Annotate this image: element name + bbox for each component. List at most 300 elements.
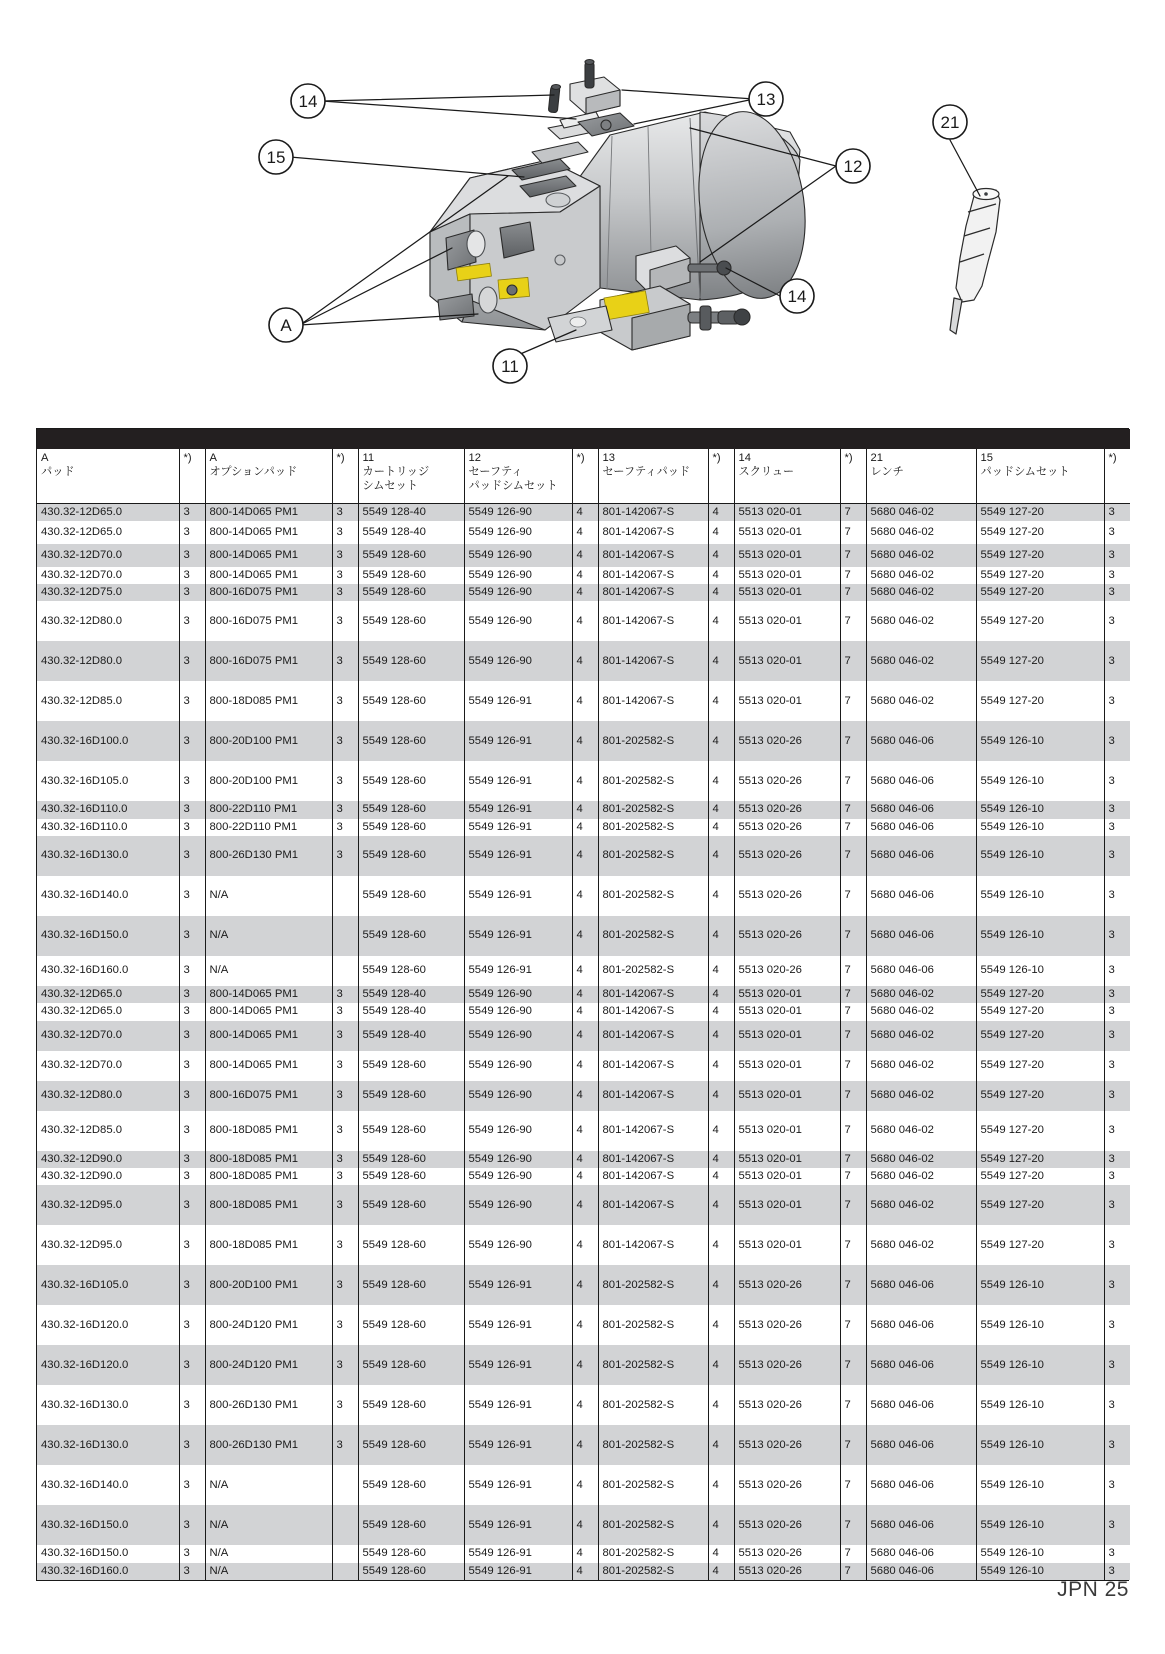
cell-option_pad: 800-18D085 PM1 xyxy=(205,1111,332,1151)
cell-pad: 430.32-16D120.0 xyxy=(37,1305,179,1345)
cell-safety_pad: 801-202582-S xyxy=(598,1505,708,1545)
cell-wrench: 5680 046-02 xyxy=(866,601,976,641)
cell-wrench: 5680 046-06 xyxy=(866,916,976,956)
cell-qty2: 3 xyxy=(332,544,358,567)
cell-wrench: 5680 046-02 xyxy=(866,986,976,1003)
cell-qty6: 3 xyxy=(1104,1003,1130,1020)
cell-qty4: 4 xyxy=(708,986,734,1003)
column-header-label: シムセット xyxy=(362,479,418,492)
cell-safety_pad: 801-202582-S xyxy=(598,1385,708,1425)
cell-qty6: 3 xyxy=(1104,1345,1130,1385)
cell-wrench: 5680 046-06 xyxy=(866,1505,976,1545)
cell-cartridge_shim_set: 5549 128-60 xyxy=(358,681,464,721)
cell-pad: 430.32-16D105.0 xyxy=(37,1265,179,1305)
table-row xyxy=(37,1505,1130,1545)
cell-cartridge_shim_set: 5549 128-60 xyxy=(358,641,464,681)
cell-cartridge_shim_set: 5549 128-60 xyxy=(358,836,464,876)
cell-wrench: 5680 046-02 xyxy=(866,1151,976,1168)
table-row xyxy=(37,1345,1130,1385)
cell-qty5: 7 xyxy=(840,1151,866,1168)
cell-pad: 430.32-12D95.0 xyxy=(37,1225,179,1265)
cell-safety_pad_shim_set: 5549 126-90 xyxy=(464,1021,572,1051)
column-header-label: オプションパッド xyxy=(209,465,298,478)
cell-safety_pad_shim_set: 5549 126-90 xyxy=(464,584,572,601)
cell-safety_pad_shim_set: 5549 126-91 xyxy=(464,916,572,956)
cell-pad_shim_set: 5549 127-20 xyxy=(976,1168,1104,1185)
cell-qty1: 3 xyxy=(179,1021,205,1051)
cell-screw: 5513 020-01 xyxy=(734,641,840,681)
column-header-wrench xyxy=(866,449,976,503)
cell-qty5: 7 xyxy=(840,681,866,721)
cell-qty2: 3 xyxy=(332,1345,358,1385)
cell-option_pad: N/A xyxy=(205,956,332,986)
cell-qty6: 3 xyxy=(1104,819,1130,836)
cell-wrench: 5680 046-06 xyxy=(866,819,976,836)
cell-qty1: 3 xyxy=(179,544,205,567)
cell-pad: 430.32-12D70.0 xyxy=(37,1051,179,1081)
column-header-number: 14 xyxy=(738,452,751,464)
cell-screw: 5513 020-26 xyxy=(734,1385,840,1425)
cell-wrench: 5680 046-06 xyxy=(866,761,976,801)
table-row xyxy=(37,1545,1130,1562)
cell-qty2: 3 xyxy=(332,801,358,818)
cell-screw: 5513 020-01 xyxy=(734,567,840,584)
table-row xyxy=(37,1051,1130,1081)
cell-safety_pad: 801-142067-S xyxy=(598,1185,708,1225)
cell-screw: 5513 020-26 xyxy=(734,1505,840,1545)
cell-cartridge_shim_set: 5549 128-60 xyxy=(358,916,464,956)
cell-qty2: 3 xyxy=(332,1151,358,1168)
cell-cartridge_shim_set: 5549 128-60 xyxy=(358,1545,464,1562)
cell-qty3: 4 xyxy=(572,567,598,584)
cell-pad: 430.32-16D100.0 xyxy=(37,721,179,761)
table-row xyxy=(37,801,1130,818)
cell-qty2: 3 xyxy=(332,721,358,761)
cell-cartridge_shim_set: 5549 128-60 xyxy=(358,1563,464,1580)
column-header-qty3 xyxy=(572,449,598,503)
cell-safety_pad_shim_set: 5549 126-91 xyxy=(464,681,572,721)
cell-qty4: 4 xyxy=(708,681,734,721)
cell-qty2: 3 xyxy=(332,1265,358,1305)
cell-qty4: 4 xyxy=(708,916,734,956)
cell-safety_pad_shim_set: 5549 126-91 xyxy=(464,761,572,801)
cell-cartridge_shim_set: 5549 128-60 xyxy=(358,1465,464,1505)
cell-pad: 430.32-16D150.0 xyxy=(37,1545,179,1562)
cell-cartridge_shim_set: 5549 128-60 xyxy=(358,819,464,836)
cell-wrench: 5680 046-06 xyxy=(866,1563,976,1580)
cell-qty5: 7 xyxy=(840,1225,866,1265)
cell-pad: 430.32-16D140.0 xyxy=(37,876,179,916)
callout-12 xyxy=(836,149,870,183)
cell-safety_pad_shim_set: 5549 126-91 xyxy=(464,1563,572,1580)
cell-qty4: 4 xyxy=(708,641,734,681)
column-header-number: *) xyxy=(712,452,721,464)
cell-qty5: 7 xyxy=(840,1465,866,1505)
cell-qty6: 3 xyxy=(1104,1051,1130,1081)
cell-cartridge_shim_set: 5549 128-60 xyxy=(358,721,464,761)
cell-wrench: 5680 046-02 xyxy=(866,584,976,601)
cell-wrench: 5680 046-06 xyxy=(866,1425,976,1465)
cell-option_pad: 800-14D065 PM1 xyxy=(205,986,332,1003)
cell-qty2 xyxy=(332,956,358,986)
cell-qty5: 7 xyxy=(840,521,866,544)
cell-qty2: 3 xyxy=(332,567,358,584)
table-row xyxy=(37,1425,1130,1465)
cell-cartridge_shim_set: 5549 128-60 xyxy=(358,584,464,601)
cell-pad_shim_set: 5549 127-20 xyxy=(976,503,1104,521)
cell-safety_pad_shim_set: 5549 126-90 xyxy=(464,503,572,521)
cell-pad_shim_set: 5549 126-10 xyxy=(976,1505,1104,1545)
cell-pad: 430.32-16D150.0 xyxy=(37,916,179,956)
cell-pad_shim_set: 5549 127-20 xyxy=(976,1003,1104,1020)
cell-option_pad: 800-16D075 PM1 xyxy=(205,584,332,601)
cell-qty1: 3 xyxy=(179,1345,205,1385)
cell-qty2: 3 xyxy=(332,681,358,721)
cell-qty5: 7 xyxy=(840,801,866,818)
cell-safety_pad: 801-142067-S xyxy=(598,1003,708,1020)
cell-safety_pad: 801-142067-S xyxy=(598,567,708,584)
cell-qty3: 4 xyxy=(572,584,598,601)
cell-qty1: 3 xyxy=(179,681,205,721)
cell-pad_shim_set: 5549 127-20 xyxy=(976,1225,1104,1265)
cell-qty5: 7 xyxy=(840,1021,866,1051)
cell-screw: 5513 020-26 xyxy=(734,801,840,818)
cell-qty5: 7 xyxy=(840,876,866,916)
cell-qty5: 7 xyxy=(840,1545,866,1562)
cell-qty4: 4 xyxy=(708,801,734,818)
cell-safety_pad_shim_set: 5549 126-91 xyxy=(464,956,572,986)
svg-text:21: 21 xyxy=(940,113,960,132)
cell-option_pad: 800-16D075 PM1 xyxy=(205,641,332,681)
cell-safety_pad_shim_set: 5549 126-90 xyxy=(464,986,572,1003)
cell-qty6: 3 xyxy=(1104,761,1130,801)
cell-option_pad: 800-14D065 PM1 xyxy=(205,567,332,584)
cell-qty1: 3 xyxy=(179,521,205,544)
cell-screw: 5513 020-01 xyxy=(734,1225,840,1265)
cell-pad_shim_set: 5549 126-10 xyxy=(976,1305,1104,1345)
cell-pad_shim_set: 5549 126-10 xyxy=(976,801,1104,818)
svg-text:12: 12 xyxy=(843,157,863,176)
cell-cartridge_shim_set: 5549 128-60 xyxy=(358,876,464,916)
cell-pad_shim_set: 5549 126-10 xyxy=(976,956,1104,986)
cell-option_pad: 800-22D110 PM1 xyxy=(205,801,332,818)
cell-qty4: 4 xyxy=(708,521,734,544)
cell-safety_pad_shim_set: 5549 126-90 xyxy=(464,641,572,681)
cell-option_pad: 800-22D110 PM1 xyxy=(205,819,332,836)
cell-safety_pad: 801-142067-S xyxy=(598,1051,708,1081)
cell-qty2: 3 xyxy=(332,584,358,601)
cell-qty3: 4 xyxy=(572,1021,598,1051)
cell-qty6: 3 xyxy=(1104,1185,1130,1225)
cell-qty4: 4 xyxy=(708,584,734,601)
cell-safety_pad: 801-202582-S xyxy=(598,1545,708,1562)
cell-cartridge_shim_set: 5549 128-60 xyxy=(358,956,464,986)
cell-screw: 5513 020-26 xyxy=(734,836,840,876)
cell-qty5: 7 xyxy=(840,1345,866,1385)
column-header-number: *) xyxy=(183,452,192,464)
cell-option_pad: 800-26D130 PM1 xyxy=(205,1385,332,1425)
cell-wrench: 5680 046-06 xyxy=(866,721,976,761)
cell-qty5: 7 xyxy=(840,1051,866,1081)
cell-pad_shim_set: 5549 127-20 xyxy=(976,681,1104,721)
cell-qty1: 3 xyxy=(179,1168,205,1185)
cell-qty2: 3 xyxy=(332,641,358,681)
column-header-number: *) xyxy=(1108,452,1117,464)
cell-safety_pad_shim_set: 5549 126-90 xyxy=(464,1111,572,1151)
table-row xyxy=(37,601,1130,641)
cell-safety_pad_shim_set: 5549 126-91 xyxy=(464,1345,572,1385)
cell-qty5: 7 xyxy=(840,1425,866,1465)
cell-safety_pad: 801-202582-S xyxy=(598,956,708,986)
cell-qty3: 4 xyxy=(572,601,598,641)
cell-qty3: 4 xyxy=(572,521,598,544)
cell-qty4: 4 xyxy=(708,601,734,641)
cell-qty6: 3 xyxy=(1104,1151,1130,1168)
cell-cartridge_shim_set: 5549 128-60 xyxy=(358,544,464,567)
cell-option_pad: 800-18D085 PM1 xyxy=(205,1151,332,1168)
cell-qty1: 3 xyxy=(179,1465,205,1505)
cell-safety_pad_shim_set: 5549 126-91 xyxy=(464,801,572,818)
column-header-number: 21 xyxy=(870,452,883,464)
cell-qty2: 3 xyxy=(332,836,358,876)
cell-pad: 430.32-12D95.0 xyxy=(37,1185,179,1225)
cell-safety_pad_shim_set: 5549 126-90 xyxy=(464,567,572,584)
cell-option_pad: 800-18D085 PM1 xyxy=(205,1168,332,1185)
cell-pad_shim_set: 5549 126-10 xyxy=(976,1545,1104,1562)
cell-option_pad: N/A xyxy=(205,1545,332,1562)
cell-wrench: 5680 046-06 xyxy=(866,1465,976,1505)
cell-wrench: 5680 046-02 xyxy=(866,544,976,567)
cell-safety_pad_shim_set: 5549 126-90 xyxy=(464,544,572,567)
cell-qty2: 3 xyxy=(332,986,358,1003)
cell-wrench: 5680 046-02 xyxy=(866,521,976,544)
cell-safety_pad_shim_set: 5549 126-90 xyxy=(464,1168,572,1185)
cell-qty6: 3 xyxy=(1104,721,1130,761)
cell-pad: 430.32-12D90.0 xyxy=(37,1151,179,1168)
table-row xyxy=(37,761,1130,801)
cell-qty4: 4 xyxy=(708,956,734,986)
cell-qty3: 4 xyxy=(572,721,598,761)
cell-screw: 5513 020-01 xyxy=(734,544,840,567)
cell-qty2: 3 xyxy=(332,1168,358,1185)
cell-qty4: 4 xyxy=(708,1021,734,1051)
cell-option_pad: N/A xyxy=(205,916,332,956)
cell-pad: 430.32-16D105.0 xyxy=(37,761,179,801)
cell-qty1: 3 xyxy=(179,819,205,836)
cell-pad: 430.32-16D110.0 xyxy=(37,801,179,818)
column-header-label: セーフティ xyxy=(468,465,523,478)
cell-qty1: 3 xyxy=(179,1425,205,1465)
cell-qty6: 3 xyxy=(1104,956,1130,986)
cell-pad: 430.32-16D110.0 xyxy=(37,819,179,836)
cell-pad_shim_set: 5549 127-20 xyxy=(976,986,1104,1003)
table-row xyxy=(37,544,1130,567)
cell-qty2 xyxy=(332,876,358,916)
column-header-number: *) xyxy=(576,452,585,464)
cell-qty5: 7 xyxy=(840,1505,866,1545)
cell-qty1: 3 xyxy=(179,1111,205,1151)
cell-qty2 xyxy=(332,1505,358,1545)
cell-cartridge_shim_set: 5549 128-60 xyxy=(358,1151,464,1168)
cell-qty4: 4 xyxy=(708,1545,734,1562)
cell-pad_shim_set: 5549 126-10 xyxy=(976,1345,1104,1385)
cell-cartridge_shim_set: 5549 128-60 xyxy=(358,761,464,801)
table-row xyxy=(37,521,1130,544)
cell-qty1: 3 xyxy=(179,1151,205,1168)
cell-safety_pad_shim_set: 5549 126-90 xyxy=(464,1225,572,1265)
cell-screw: 5513 020-26 xyxy=(734,1345,840,1385)
cell-pad_shim_set: 5549 126-10 xyxy=(976,721,1104,761)
table-body xyxy=(37,503,1130,1580)
cell-qty2 xyxy=(332,916,358,956)
cell-qty2 xyxy=(332,1545,358,1562)
cell-wrench: 5680 046-02 xyxy=(866,1051,976,1081)
cell-cartridge_shim_set: 5549 128-40 xyxy=(358,1003,464,1020)
cell-pad_shim_set: 5549 126-10 xyxy=(976,761,1104,801)
cell-safety_pad: 801-142067-S xyxy=(598,1168,708,1185)
cell-qty4: 4 xyxy=(708,1185,734,1225)
cell-qty5: 7 xyxy=(840,544,866,567)
cell-pad: 430.32-12D80.0 xyxy=(37,1081,179,1111)
cell-pad: 430.32-16D130.0 xyxy=(37,1385,179,1425)
cell-wrench: 5680 046-06 xyxy=(866,1385,976,1425)
cell-qty1: 3 xyxy=(179,1185,205,1225)
cell-screw: 5513 020-01 xyxy=(734,1151,840,1168)
cell-wrench: 5680 046-06 xyxy=(866,1265,976,1305)
wrench-part xyxy=(950,189,1000,335)
cell-qty4: 4 xyxy=(708,544,734,567)
cell-qty3: 4 xyxy=(572,956,598,986)
cell-pad_shim_set: 5549 126-10 xyxy=(976,819,1104,836)
cell-screw: 5513 020-01 xyxy=(734,1003,840,1020)
cell-qty1: 3 xyxy=(179,567,205,584)
cell-qty6: 3 xyxy=(1104,986,1130,1003)
cell-safety_pad_shim_set: 5549 126-91 xyxy=(464,1545,572,1562)
cell-safety_pad_shim_set: 5549 126-91 xyxy=(464,819,572,836)
cell-qty5: 7 xyxy=(840,1003,866,1020)
cell-safety_pad_shim_set: 5549 126-90 xyxy=(464,1081,572,1111)
svg-text:11: 11 xyxy=(501,357,519,376)
page-footer xyxy=(0,1578,1129,1602)
cell-qty5: 7 xyxy=(840,1081,866,1111)
table-row xyxy=(37,681,1130,721)
cell-qty3: 4 xyxy=(572,916,598,956)
cell-qty4: 4 xyxy=(708,503,734,521)
cell-qty4: 4 xyxy=(708,1505,734,1545)
cell-qty6: 3 xyxy=(1104,836,1130,876)
cell-safety_pad_shim_set: 5549 126-91 xyxy=(464,1505,572,1545)
cell-screw: 5513 020-01 xyxy=(734,584,840,601)
column-header-number: 11 xyxy=(362,452,375,464)
cell-cartridge_shim_set: 5549 128-60 xyxy=(358,1111,464,1151)
cell-qty6: 3 xyxy=(1104,567,1130,584)
column-header-qty1 xyxy=(179,449,205,503)
cell-safety_pad: 801-142067-S xyxy=(598,544,708,567)
cell-safety_pad: 801-142067-S xyxy=(598,641,708,681)
cell-pad_shim_set: 5549 126-10 xyxy=(976,1265,1104,1305)
cell-qty1: 3 xyxy=(179,1385,205,1425)
cell-qty3: 4 xyxy=(572,986,598,1003)
cell-qty4: 4 xyxy=(708,1168,734,1185)
cell-option_pad: 800-14D065 PM1 xyxy=(205,1051,332,1081)
cell-qty2: 3 xyxy=(332,1051,358,1081)
cell-qty5: 7 xyxy=(840,1111,866,1151)
cell-safety_pad: 801-142067-S xyxy=(598,521,708,544)
cell-qty6: 3 xyxy=(1104,1305,1130,1345)
table-row xyxy=(37,721,1130,761)
cell-safety_pad: 801-202582-S xyxy=(598,1465,708,1505)
table-row xyxy=(37,1151,1130,1168)
cell-pad: 430.32-16D120.0 xyxy=(37,1345,179,1385)
table-row xyxy=(37,1021,1130,1051)
cell-qty5: 7 xyxy=(840,1385,866,1425)
cell-pad: 430.32-16D160.0 xyxy=(37,956,179,986)
cell-screw: 5513 020-26 xyxy=(734,1563,840,1580)
cell-pad: 430.32-12D85.0 xyxy=(37,1111,179,1151)
cell-qty2: 3 xyxy=(332,1021,358,1051)
cell-qty3: 4 xyxy=(572,1225,598,1265)
cell-qty3: 4 xyxy=(572,1168,598,1185)
cell-pad: 430.32-16D130.0 xyxy=(37,1425,179,1465)
cell-qty4: 4 xyxy=(708,1081,734,1111)
cell-qty4: 4 xyxy=(708,836,734,876)
cell-qty3: 4 xyxy=(572,1003,598,1020)
cell-qty3: 4 xyxy=(572,1111,598,1151)
cell-pad_shim_set: 5549 127-20 xyxy=(976,1151,1104,1168)
cell-qty5: 7 xyxy=(840,836,866,876)
table-row xyxy=(37,986,1130,1003)
cell-qty4: 4 xyxy=(708,876,734,916)
cell-qty6: 3 xyxy=(1104,1425,1130,1465)
cell-option_pad: 800-18D085 PM1 xyxy=(205,1225,332,1265)
cell-pad_shim_set: 5549 127-20 xyxy=(976,1111,1104,1151)
callout-11 xyxy=(493,349,527,383)
cell-qty5: 7 xyxy=(840,986,866,1003)
cell-screw: 5513 020-26 xyxy=(734,1465,840,1505)
cell-pad: 430.32-12D90.0 xyxy=(37,1168,179,1185)
cell-wrench: 5680 046-02 xyxy=(866,1168,976,1185)
cell-qty5: 7 xyxy=(840,1168,866,1185)
cell-qty3: 4 xyxy=(572,876,598,916)
column-header-label: スクリュー xyxy=(738,465,795,478)
cell-safety_pad: 801-142067-S xyxy=(598,503,708,521)
cell-pad_shim_set: 5549 126-10 xyxy=(976,1563,1104,1580)
cell-qty3: 4 xyxy=(572,544,598,567)
cell-pad: 430.32-12D65.0 xyxy=(37,503,179,521)
cell-option_pad: 800-20D100 PM1 xyxy=(205,761,332,801)
cell-qty2: 3 xyxy=(332,1225,358,1265)
column-header-cartridge_shim_set xyxy=(358,449,464,503)
cell-qty1: 3 xyxy=(179,721,205,761)
cell-screw: 5513 020-26 xyxy=(734,819,840,836)
cell-screw: 5513 020-01 xyxy=(734,681,840,721)
cell-screw: 5513 020-01 xyxy=(734,503,840,521)
cell-cartridge_shim_set: 5549 128-60 xyxy=(358,567,464,584)
table-row xyxy=(37,567,1130,584)
cell-cartridge_shim_set: 5549 128-60 xyxy=(358,1385,464,1425)
cell-safety_pad_shim_set: 5549 126-91 xyxy=(464,721,572,761)
table-row xyxy=(37,1185,1130,1225)
table-row xyxy=(37,916,1130,956)
cell-qty2: 3 xyxy=(332,761,358,801)
cell-qty1: 3 xyxy=(179,1305,205,1345)
cell-screw: 5513 020-01 xyxy=(734,1168,840,1185)
cell-screw: 5513 020-01 xyxy=(734,601,840,641)
table-row xyxy=(37,1305,1130,1345)
cell-safety_pad_shim_set: 5549 126-90 xyxy=(464,1051,572,1081)
cell-qty1: 3 xyxy=(179,503,205,521)
cell-option_pad: 800-24D120 PM1 xyxy=(205,1305,332,1345)
